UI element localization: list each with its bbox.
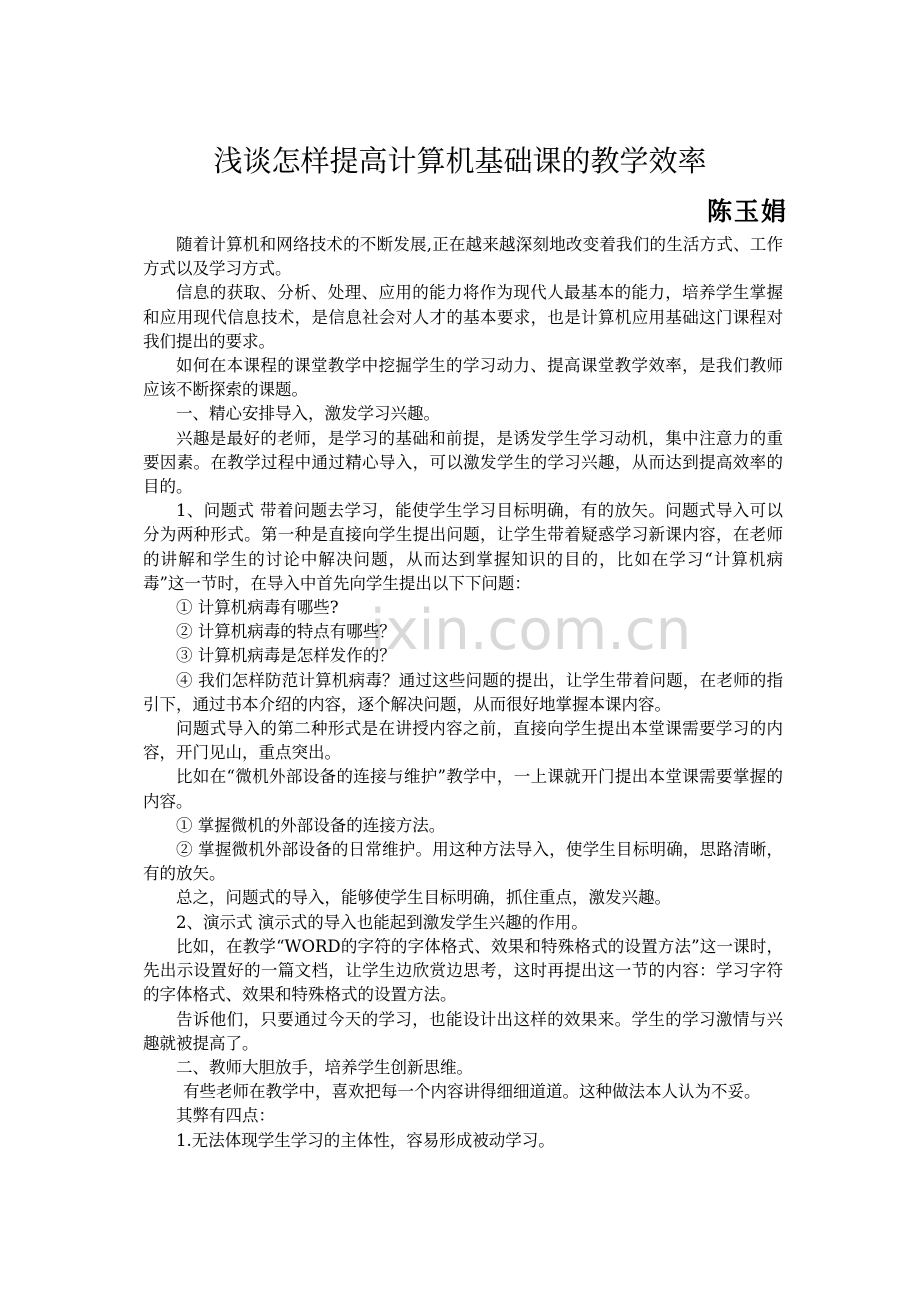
list-item: ① 掌握微机的外部设备的连接方法。 (176, 815, 446, 835)
paragraph: 信息的获取、分析、处理、应用的能力将作为现代人最基本的能力，培养学生掌握和应用现代信息技术，是信息社会对人才的基本要求，也是计算机应用基础这门课程对我们提出的要求。 (143, 283, 783, 351)
author-name: 陈玉娟 (706, 197, 788, 226)
watermark: ixin.com.cn (370, 598, 692, 663)
paragraph: 比如，在教学“WORD的字符的字体格式、效果和特殊格式的设置方法”这一课时，先出示设置好的一篇文档，让学生边欣赏边思考，这时再提出这一节的内容：学习字符的字体格式、效果和特殊格式的设置方法。 (143, 936, 783, 1005)
list-item: ② 掌握微机外部设备的日常维护。用这种方法导入，使学生目标明确，思路清晰，有的放矢。 (143, 840, 783, 884)
document-body (143, 233, 783, 1153)
section-heading: 二、教师大胆放手，培养学生创新思维。 (176, 1057, 473, 1077)
paragraph: 如何在本课程的课堂教学中挖掘学生的学习动力、提高课堂教学效率，是我们教师应该不断探索的课题。 (143, 356, 783, 400)
section-heading: 一、精心安排导入，激发学习兴趣。 (176, 404, 440, 424)
paragraph: 总之，问题式的导入，能够使学生目标明确，抓住重点，激发兴趣。 (176, 888, 671, 908)
list-item: 1.无法体现学生学习的主体性，容易形成被动学习。 (176, 1130, 555, 1150)
paragraph: 有些老师在教学中，喜欢把每一个内容讲得细细道道。这种做法本人认为不妥。 (183, 1082, 761, 1102)
paragraph: 随着计算机和网络技术的不断发展,正在越来越深刻地改变着我们的生活方式、工作方式以及学习方式。 (143, 235, 783, 279)
paragraph: 兴趣是最好的老师，是学习的基础和前提，是诱发学生学习动机，集中注意力的重要因素。在教学过程中通过精心导入，可以激发学生的学习兴趣，从而达到提高效率的目的。 (143, 428, 783, 497)
paragraph: 比如在“微机外部设备的连接与维护”教学中，一上课就开门提出本堂课需要掌握的内容。 (143, 767, 783, 811)
paragraph: 问题式导入的第二种形式是在讲授内容之前，直接向学生提出本堂课需要学习的内容，开门见山，重点突出。 (143, 719, 783, 763)
paragraph: 其弊有四点： (176, 1106, 275, 1126)
paragraph: 告诉他们，只要通过今天的学习，也能设计出这样的效果来。学生的学习激情与兴趣就被提高了。 (143, 1009, 783, 1053)
list-item: ① 计算机病毒有哪些? (176, 598, 339, 618)
paragraph: 1、问题式 带着问题去学习，能使学生学习目标明确，有的放矢。问题式导入可以分为两种形式。第一种是直接向学生提出问题，让学生带着疑惑学习新课内容，在老师的讲解和学生的讨论中解决问题，从而达到掌握知识的目的，比如在学习“计算机病毒”这一节时，在导入中首先向学生提出以下下问题： (143, 501, 783, 593)
list-item: ③ 计算机病毒是怎样发作的？ (176, 646, 396, 666)
paragraph: 2、演示式 演示式的导入也能起到激发学生兴趣的作用。 (176, 912, 588, 932)
document-title: 浅谈怎样提高计算机基础课的教学效率 (213, 144, 707, 178)
list-item: ② 计算机病毒的特点有哪些？ (176, 622, 396, 642)
list-item: ④ 我们怎样防范计算机病毒？通过这些问题的提出，让学生带着问题，在老师的指引下，通过书本介绍的内容，逐个解决问题，从而很好地掌握本课内容。 (143, 670, 783, 714)
